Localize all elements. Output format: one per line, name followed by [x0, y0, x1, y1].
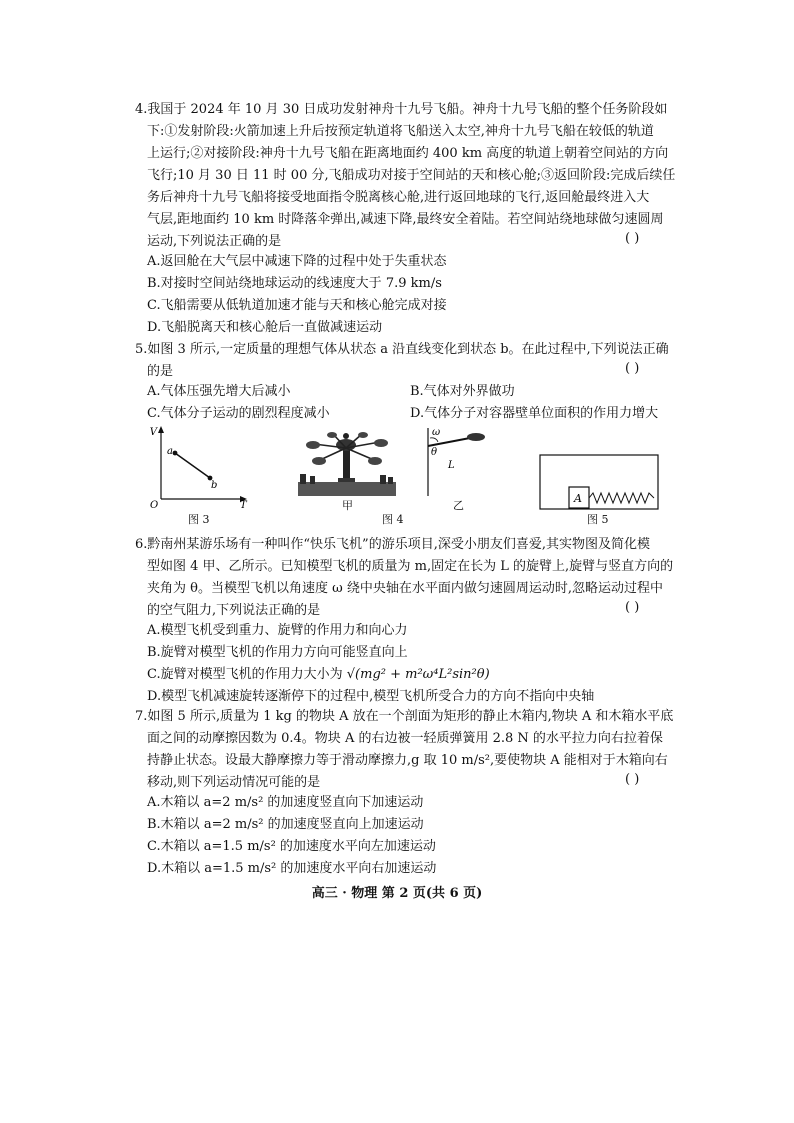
q7-line: 面之间的动摩擦因数为 0.4。物块 A 的右边被一轻质弹簧用 2.8 N 的水平拉力向右拉着保 [147, 731, 663, 746]
fig3-point-a: a [167, 446, 173, 457]
q5-option-d: D.气体分子对容器壁单位面积的作用力增大 [410, 406, 659, 421]
q5-option-b: B.气体对外界做功 [410, 384, 515, 399]
q6-line: 型如图 4 甲、乙所示。已知模型飞机的质量为 m,固定在长为 L 的旋臂上,旋臂与竖直方向的 [147, 559, 674, 574]
q6-option-b: B.旋臂对模型飞机的作用力方向可能竖直向上 [147, 645, 408, 660]
q4-line: 下:①发射阶段:火箭加速上升后按预定轨道将飞船送入太空,神舟十九号飞船在较低的轨道 [147, 124, 654, 139]
figure-4-ride-photo [298, 430, 396, 496]
fig3-xlabel: T [240, 500, 247, 509]
figure-3-vt-graph [148, 424, 248, 509]
figure-4-model-diagram [420, 426, 500, 496]
q4-line: 飞行;10 月 30 日 11 时 00 分,飞船成功对接于空间站的天和核心舱;③返回阶段:完成后续任 [147, 168, 676, 183]
q7-line: 持静止状态。设最大静摩擦力等于滑动摩擦力,g 取 10 m/s²,要使物块 A 能相对于木箱向右 [147, 753, 668, 768]
q4-option-b: B.对接时空间站绕地球运动的线速度大于 7.9 km/s [147, 276, 442, 291]
q4-option-c: C.飞船需要从低轨道加速才能与天和核心舱完成对接 [147, 298, 447, 313]
q6-option-a: A.模型飞机受到重力、旋臂的作用力和向心力 [147, 623, 408, 638]
q4-line: 运动,下列说法正确的是 [147, 234, 282, 249]
q5-option-c: C.气体分子运动的剧烈程度减小 [147, 406, 330, 421]
fig4-theta: θ [431, 447, 438, 458]
q6-option-c-formula: √(mg² + m²ω⁴L²sin²θ) [346, 667, 490, 682]
fig4-label-jia: 甲 [342, 499, 353, 512]
q4-line: 务后神舟十九号飞船将接受地面指令脱离核心舱,进行返回地球的飞行,返回舱最终进入大 [147, 190, 650, 205]
q6-line: 6.黔南州某游乐场有一种叫作“快乐飞机”的游乐项目,深受小朋友们喜爱,其实物图及简化模 [135, 537, 650, 552]
q6-option-c [147, 664, 490, 685]
q7-option-d: D.木箱以 a=1.5 m/s² 的加速度水平向右加速运动 [147, 861, 437, 876]
page-footer: 高三 · 物理 第 2 页(共 6 页) [311, 886, 483, 901]
q6-answer-bracket: ( ) [625, 600, 640, 615]
fig5-block-label: A [574, 492, 582, 505]
q7-option-c: C.木箱以 a=1.5 m/s² 的加速度水平向左加速运动 [147, 839, 436, 854]
q6-option-d: D.模型飞机减速旋转逐渐停下的过程中,模型飞机所受合力的方向不指向中央轴 [147, 689, 595, 704]
fig3-ylabel: V [149, 427, 157, 438]
q6-line: 的空气阻力,下列说法正确的是 [147, 603, 321, 618]
q7-option-a: A.木箱以 a=2 m/s² 的加速度竖直向下加速运动 [147, 795, 424, 810]
q7-line: 7.如图 5 所示,质量为 1 kg 的物块 A 放在一个剖面为矩形的静止木箱内,物块 A 和木箱水平底 [135, 709, 674, 724]
q4-answer-bracket: ( ) [625, 231, 640, 246]
fig3-origin: O [150, 500, 159, 509]
fig4-label-yi: 乙 [453, 499, 464, 512]
question-6 [135, 534, 674, 622]
figure-5-box-spring [539, 454, 659, 510]
q4-line: 上运行;②对接阶段:神舟十九号飞船在距离地面约 400 km 高度的轨道上朝着空间站的方向 [147, 146, 669, 161]
q4-line: 4.我国于 2024 年 10 月 30 日成功发射神舟十九号飞船。神舟十九号飞船的整个任务阶段如 [135, 102, 668, 117]
fig4-length: L [448, 460, 455, 471]
fig3-point-b: b [211, 480, 218, 491]
fig5-caption: 图 5 [587, 513, 609, 526]
q5-line: 的是 [147, 364, 174, 379]
q6-option-c-text: C.旋臂对模型飞机的作用力大小为 [147, 667, 343, 682]
q6-line: 夹角为 θ。当模型飞机以角速度 ω 绕中央轴在水平面内做匀速圆周运动时,忽略运动过程中 [147, 581, 663, 596]
q5-option-a: A.气体压强先增大后减小 [147, 384, 291, 399]
q7-answer-bracket: ( ) [625, 772, 640, 787]
question-5 [135, 339, 669, 383]
fig4-omega: ω [432, 427, 441, 438]
question-7 [135, 706, 674, 794]
q5-line: 5.如图 3 所示,一定质量的理想气体从状态 a 沿直线变化到状态 b。在此过程中,下列说法正确 [135, 342, 669, 357]
fig3-caption: 图 3 [188, 513, 210, 526]
q4-option-d: D.飞船脱离天和核心舱后一直做减速运动 [147, 320, 383, 335]
q4-option-a: A.返回舱在大气层中减速下降的过程中处于失重状态 [147, 254, 447, 269]
q4-line: 气层,距地面约 10 km 时降落伞弹出,减速下降,最终安全着陆。若空间站绕地球做匀速圆周 [147, 212, 664, 227]
q5-answer-bracket: ( ) [625, 361, 640, 376]
q7-line: 移动,则下列运动情况可能的是 [147, 775, 321, 790]
question-4 [135, 99, 676, 253]
q7-option-b: B.木箱以 a=2 m/s² 的加速度竖直向上加速运动 [147, 817, 424, 832]
fig4-caption: 图 4 [382, 513, 404, 526]
